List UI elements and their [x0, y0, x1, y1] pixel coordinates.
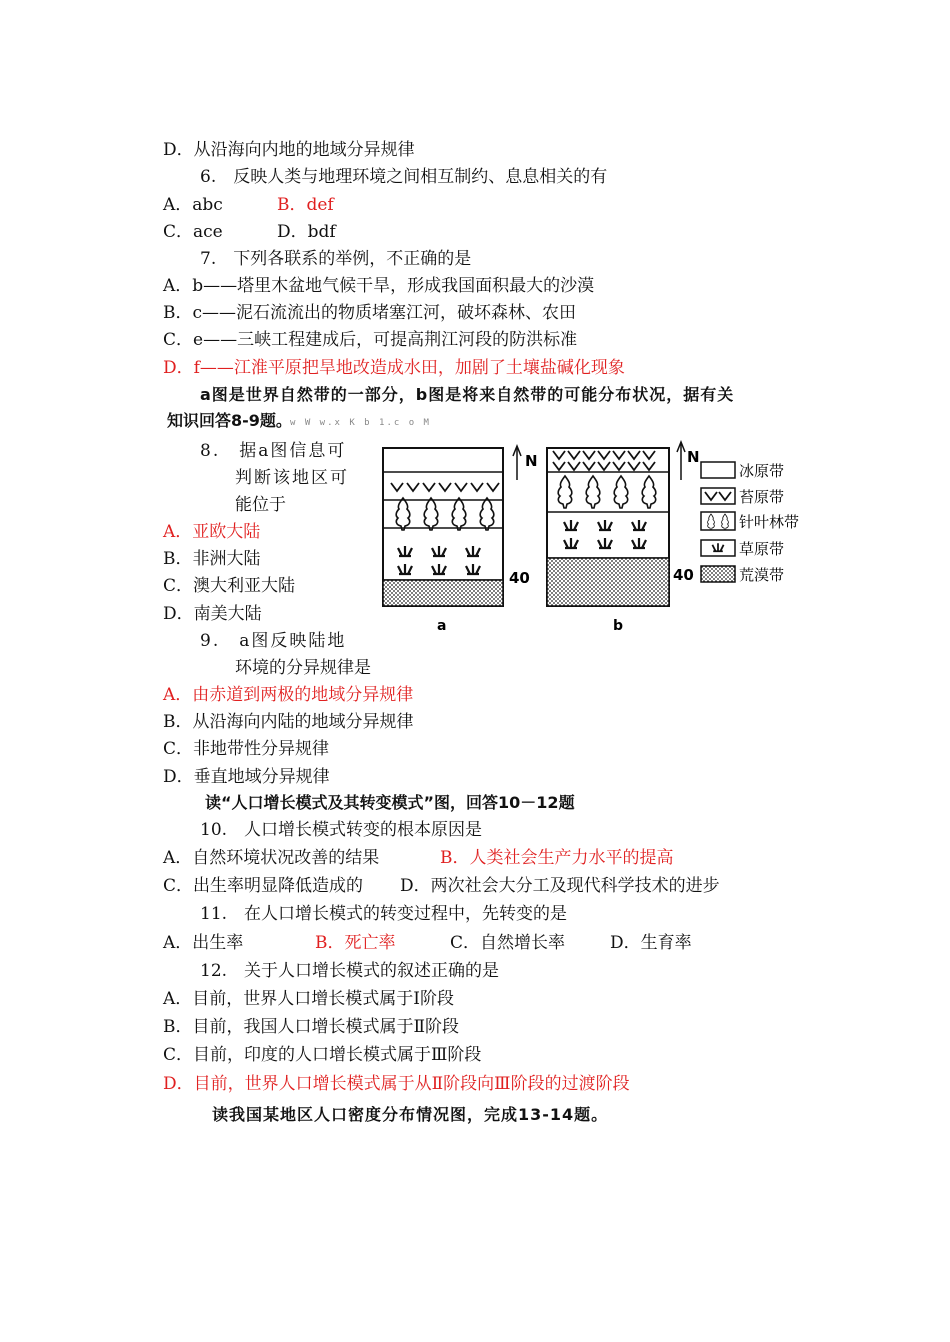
question-7: 7. 下列各联系的举例，不正确的是 [200, 249, 472, 269]
latitude-label-a: 40 [509, 569, 530, 587]
option-10b-answer: B．人类社会生产力水平的提高 [440, 848, 674, 868]
option-12a: A．目前，世界人口增长模式属于Ⅰ阶段 [163, 989, 454, 1009]
diagram-b [547, 442, 700, 634]
option-6c: C．ace [163, 222, 223, 242]
question-9-line2: 环境的分异规律是 [235, 658, 371, 678]
north-label-b: N [687, 448, 700, 466]
north-arrow-a [513, 446, 521, 480]
option-11c: C．自然增长率 [450, 933, 566, 953]
watermark: w W w.x K b 1.c o M [290, 418, 431, 428]
legend-grassland: 草原带 [739, 540, 785, 558]
option-8b: B．非洲大陆 [163, 549, 261, 569]
option-9c: C．非地带性分异规律 [163, 739, 330, 759]
legend-ice: 冰原带 [739, 462, 785, 480]
option-8c: C．澳大利亚大陆 [163, 576, 296, 596]
option-11d: D．生育率 [610, 933, 692, 953]
legend [701, 462, 799, 584]
option-9b: B．从沿海向内陆的地域分异规律 [163, 712, 414, 732]
option-5d: D．从沿海向内地的地域分异规律 [163, 140, 415, 160]
question-9: 9. a图反映陆地 [200, 631, 347, 651]
option-12b: B．目前，我国人口增长模式属于Ⅱ阶段 [163, 1017, 460, 1037]
option-8a-answer: A．亚欧大陆 [163, 522, 261, 542]
option-6d: D．bdf [277, 222, 336, 242]
option-7c: C．e——三峡工程建成后，可提高荆江河段的防洪标准 [163, 330, 578, 350]
option-7d-answer: D．f——江淮平原把旱地改造成水田，加剧了土壤盐碱化现象 [163, 358, 625, 378]
intro-8-9: a图是世界自然带的一部分，b图是将来自然带的可能分布状况，据有关 [200, 385, 735, 404]
option-6b-answer: B．def [277, 195, 334, 215]
legend-tundra: 苔原带 [739, 488, 785, 506]
diagram-a [383, 446, 538, 634]
question-8: 8. 据a图信息可 [200, 441, 347, 461]
question-12: 12. 关于人口增长模式的叙述正确的是 [200, 961, 500, 981]
question-8-line2: 判断该地区可 [235, 468, 349, 488]
question-8-line3: 能位于 [235, 495, 286, 515]
option-7a: A．b——塔里木盆地气候干旱，形成我国面积最大的沙漠 [163, 276, 595, 296]
option-10d: D．两次社会大分工及现代科学技术的进步 [400, 876, 720, 896]
intro-10-12: 读“人口增长模式及其转变模式”图，回答10－12题 [205, 793, 575, 812]
option-12c: C．目前，印度的人口增长模式属于Ⅲ阶段 [163, 1045, 482, 1065]
question-11: 11. 在人口增长模式的转变过程中，先转变的是 [200, 904, 568, 924]
north-label-a: N [525, 452, 538, 470]
diagram-b-label: b [613, 618, 624, 634]
intro-13-14: 读我国某地区人口密度分布情况图，完成13-14题。 [212, 1105, 609, 1124]
option-10a: A．自然环境状况改善的结果 [163, 848, 380, 868]
diagram-a-label: a [437, 618, 447, 634]
question-10: 10. 人口增长模式转变的根本原因是 [200, 820, 483, 840]
option-8d: D．南美大陆 [163, 604, 262, 624]
legend-desert: 荒漠带 [739, 566, 785, 584]
legend-forest: 针叶林带 [739, 513, 800, 531]
option-9a-answer: A．由赤道到两极的地域分异规律 [163, 685, 414, 705]
north-arrow-b [677, 442, 685, 480]
intro-8-9-cont: 知识回答8-9题。 [167, 411, 292, 430]
option-11b-answer: B．死亡率 [315, 933, 396, 953]
latitude-label-b: 40 [673, 566, 694, 584]
question-6: 6. 反映人类与地理环境之间相互制约、息息相关的有 [200, 167, 608, 187]
option-9d: D．垂直地域分异规律 [163, 767, 330, 787]
option-12d-answer: D．目前，世界人口增长模式属于从Ⅱ阶段向Ⅲ阶段的过渡阶段 [163, 1074, 630, 1094]
option-10c: C．出生率明显降低造成的 [163, 876, 364, 896]
option-11a: A．出生率 [163, 933, 244, 953]
option-7b: B．c——泥石流流出的物质堵塞江河，破坏森林、农田 [163, 303, 577, 323]
natural-zone-figure [375, 440, 815, 640]
option-6a: A．abc [163, 195, 223, 215]
